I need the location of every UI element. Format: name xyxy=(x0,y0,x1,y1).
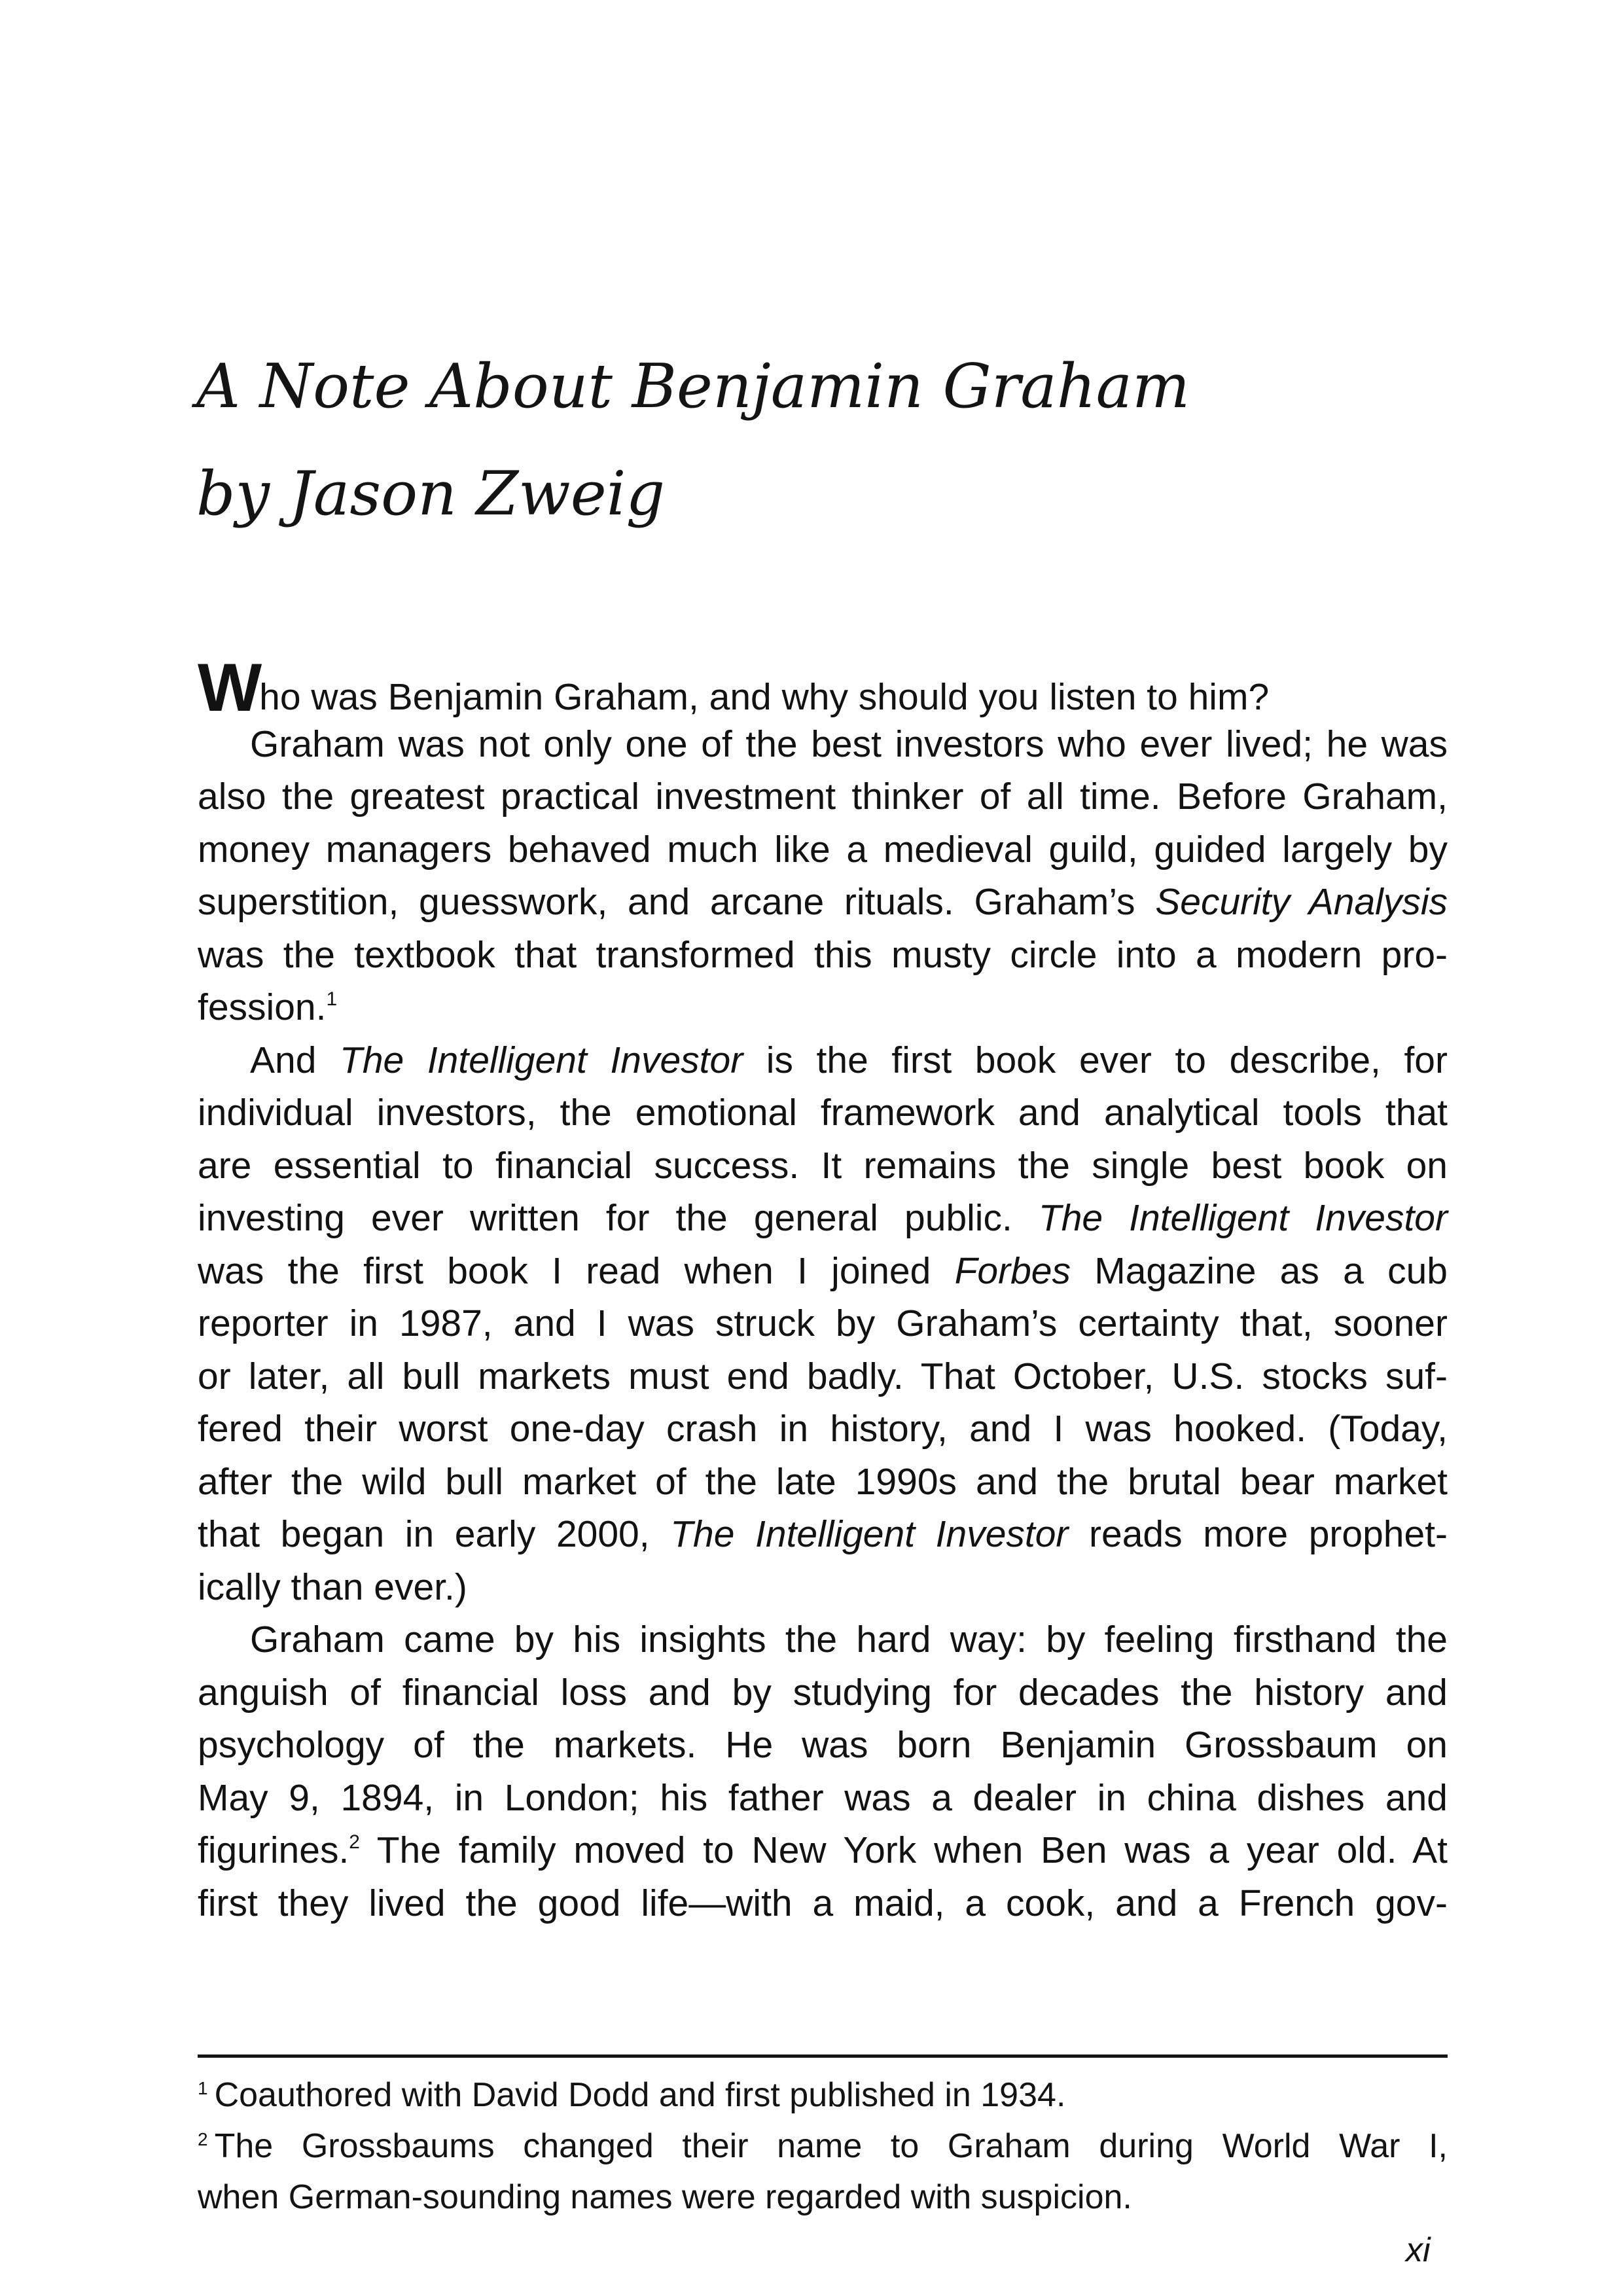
text-line: May 9, 1894, in London; his father was a dealer in china dishes and xyxy=(198,1776,1448,1819)
text-line: superstition, guesswork, and arcane rituals. Graham’s Security Analysis xyxy=(198,881,1448,923)
book-title: The Intelligent Investor xyxy=(340,1039,743,1081)
body-text xyxy=(198,650,1448,1929)
footnote-ref-2: 2 xyxy=(349,1831,360,1853)
text-line: money managers behaved much like a medieval guild, guided largely by xyxy=(198,828,1448,870)
text-line: anguish of financial loss and by studying for decades the history and xyxy=(198,1671,1448,1713)
chapter-byline: by Jason Zweig xyxy=(196,458,666,529)
text-line: reporter in 1987, and I was struck by Graham’s certainty that, sooner xyxy=(198,1302,1448,1344)
text-line: And The Intelligent Investor is the first book ever to describe, for xyxy=(250,1039,1448,1081)
text-line: was the first book I read when I joined Forbes Magazine as a cub xyxy=(198,1249,1448,1292)
text-line: Graham was not only one of the best investors who ever lived; he was xyxy=(250,723,1448,765)
text-line: psychology of the markets. He was born Benjamin Grossbaum on xyxy=(198,1724,1448,1766)
magazine-name: Forbes xyxy=(954,1249,1071,1292)
text-line: after the wild bull market of the late 1990s and the brutal bear market xyxy=(198,1460,1448,1503)
footnotes xyxy=(198,2070,1448,2223)
text-line: fession.$^1$ xyxy=(198,986,338,1028)
text-line: first they lived the good life—with a maid, a cook, and a French gov- xyxy=(198,1882,1448,1924)
text-line: or later, all bull markets must end badly. That October, U.S. stocks suf- xyxy=(198,1355,1448,1397)
footnote-2-continued: when German-sounding names were regarded with suspicion. xyxy=(198,2178,1132,2216)
footnote-2: $^2$ The Grossbaums changed their name to Graham during World War I, xyxy=(198,2127,1448,2165)
text-line: figurines.$^2$ The family moved to New York when Ben was a year old. At xyxy=(198,1829,1448,1871)
chapter-title-line: A Note About Benjamin Graham xyxy=(196,351,1190,422)
book-title: The Intelligent Investor xyxy=(670,1513,1069,1555)
book-title-security-analysis: Security Analysis xyxy=(1155,881,1448,923)
book-title: The Intelligent Investor xyxy=(1038,1197,1448,1239)
text-line: Graham came by his insights the hard way: by feeling firsthand the xyxy=(250,1619,1448,1660)
drop-cap: W xyxy=(198,650,260,726)
text-line: fered their worst one-day crash in history, and I was hooked. (Today, xyxy=(198,1408,1448,1450)
text-line: also the greatest practical investment thinker of all time. Before Graham, xyxy=(198,776,1448,817)
footnote-divider xyxy=(198,2054,1448,2058)
text-line: ically than ever.) xyxy=(198,1566,467,1608)
text-line: are essential to financial success. It remains the single best book on xyxy=(198,1144,1448,1187)
text-line: was the textbook that transformed this musty circle into a modern pro- xyxy=(198,933,1448,976)
text-line: Who was Benjamin Graham, and why should you listen to him? xyxy=(198,650,1270,726)
text-line: that began in early 2000, The Intelligent Investor reads more prophet- xyxy=(198,1513,1448,1555)
footnote-mark-1: 1 xyxy=(198,2078,208,2098)
text-line: investing ever written for the general public. The Intelligent Investor xyxy=(198,1197,1448,1239)
text-line: individual investors, the emotional framework and analytical tools that xyxy=(198,1092,1448,1134)
page-number: xi xyxy=(1406,2231,1431,2269)
footnote-1: $^1$ Coauthored with David Dodd and first published in 1934. xyxy=(198,2076,1066,2114)
footnote-mark-2: 2 xyxy=(198,2129,208,2149)
chapter-title xyxy=(196,332,1505,547)
footnote-ref-1: 1 xyxy=(326,988,338,1010)
